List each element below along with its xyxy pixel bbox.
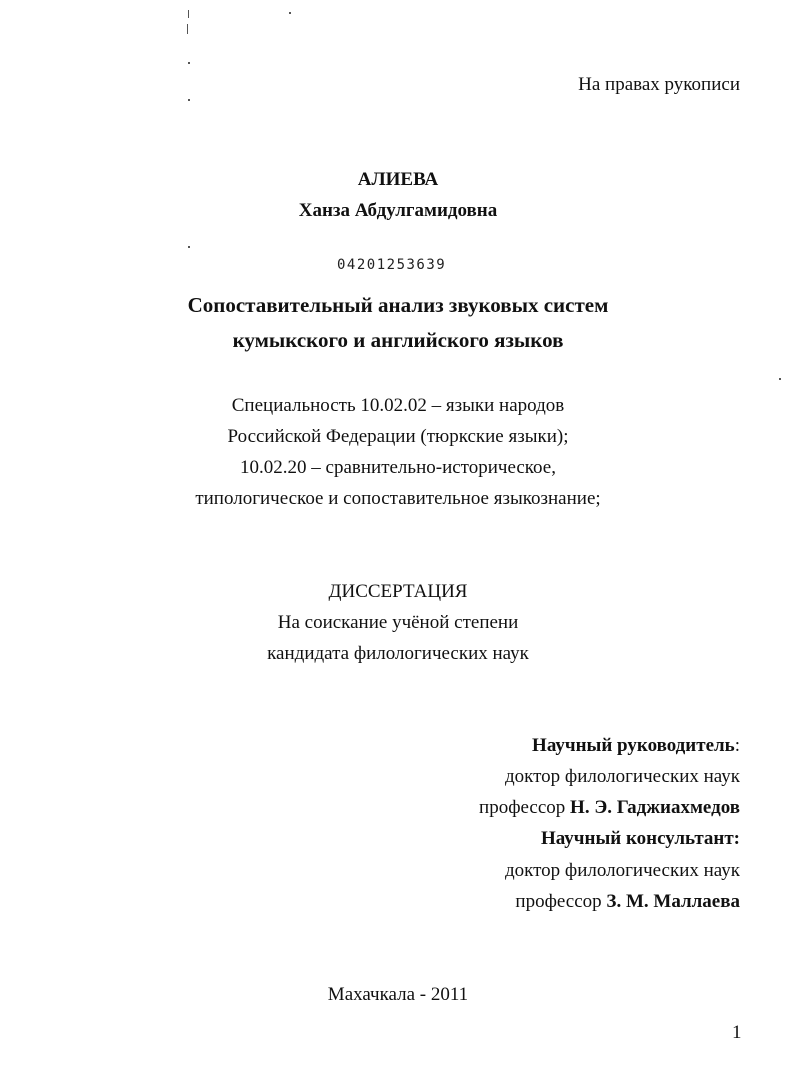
scan-mark <box>188 62 190 64</box>
scan-mark <box>188 10 189 18</box>
specialty-line-4: типологическое и сопоставительное языкознание; <box>195 488 601 509</box>
consultant-prefix: профессор <box>515 891 607 912</box>
specialty-line-2: Российской Федерации (тюркские языки); <box>227 426 569 447</box>
advisor-label: Научный руководитель <box>532 735 735 756</box>
consultant-name-row <box>515 890 740 914</box>
scan-mark <box>187 24 188 34</box>
advisor-name-row <box>479 796 740 820</box>
dissertation-title-line-1: Сопоставительный анализ звуковых систем <box>187 293 609 317</box>
registration-number: 04201253639 <box>337 257 447 273</box>
specialty-line-3: 10.02.20 – сравнительно-историческое, <box>240 457 556 478</box>
scan-mark <box>779 378 781 380</box>
dissertation-title-line-2: кумыкского и английского языков <box>232 328 564 352</box>
degree-line-1: На соискание учёной степени <box>277 612 519 633</box>
advisor-name: Н. Э. Гаджиахмедов <box>570 797 740 818</box>
consultant-label: Научный консультант: <box>540 828 740 849</box>
advisor-degree: доктор филологических наук <box>504 766 740 787</box>
city-year: Махачкала - 2011 <box>327 984 469 1005</box>
rights-note: На правах рукописи <box>578 74 740 95</box>
scan-mark <box>188 99 190 101</box>
advisor-label-row <box>532 734 740 758</box>
consultant-name: З. М. Маллаева <box>606 891 740 912</box>
page-number: 1 <box>732 1022 742 1043</box>
advisor-colon: : <box>734 735 740 756</box>
author-surname: АЛИЕВА <box>357 169 439 190</box>
advisor-prefix: профессор <box>479 797 571 818</box>
scan-mark <box>188 246 190 248</box>
dissertation-heading: ДИССЕРТАЦИЯ <box>328 581 468 602</box>
specialty-line-1: Специальность 10.02.02 – языки народов <box>231 395 565 416</box>
author-full-name: Ханза Абдулгамидовна <box>298 200 498 221</box>
degree-line-2: кандидата филологических наук <box>267 643 529 664</box>
consultant-degree: доктор филологических наук <box>504 860 740 881</box>
scan-mark <box>289 12 291 14</box>
